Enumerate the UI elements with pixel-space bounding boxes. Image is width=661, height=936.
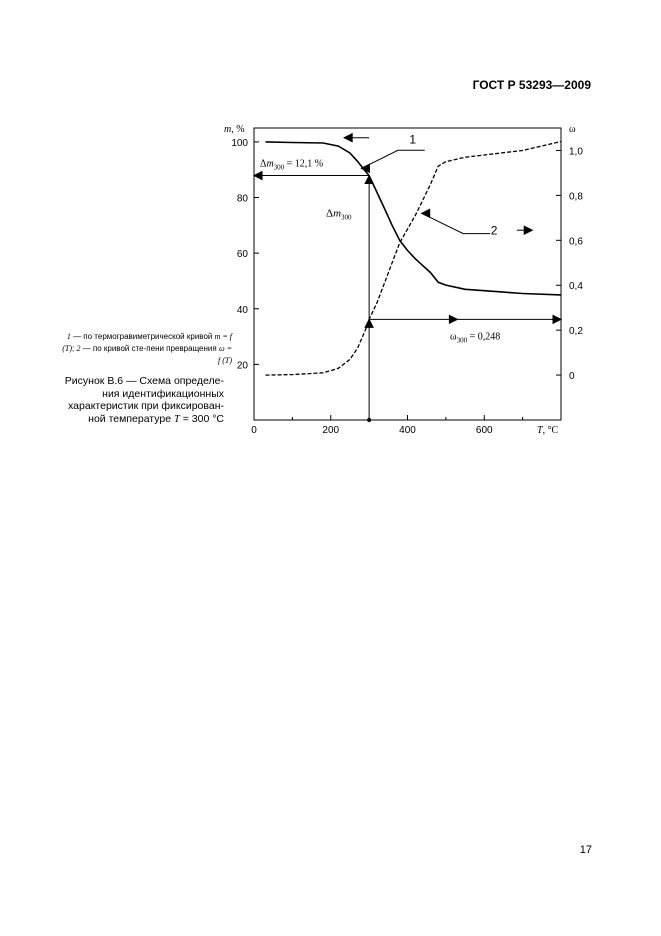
t300-base-dot (367, 418, 371, 422)
caption-text: Рисунок В.6 — Схема определе-ния идентификационных характеристик при фиксирован-ной температуре (64, 375, 224, 425)
omega300-value: $\omega_{300} = 0,248$ (450, 331, 501, 345)
label-2-leader-line (422, 213, 490, 233)
delta-m300-label: $\Delta m_{300}$ (326, 207, 352, 222)
y-right-tick-label: 0,4 (569, 281, 583, 293)
delta-m300-value: $\Delta m_{300} = 12,1$ % (260, 158, 324, 172)
y-right-tick-label: 0,6 (569, 236, 583, 248)
curve-2-label: 2 (490, 223, 498, 238)
label-1-arrowhead (344, 134, 352, 142)
legend-2-number: 2 (76, 344, 81, 353)
omega300-arrowhead (449, 315, 457, 323)
y-left-tick-label: 80 (236, 193, 248, 205)
label-2-arrowhead (524, 226, 532, 234)
vertical-arrowhead-mid (365, 319, 373, 327)
figure-caption (62, 375, 224, 426)
series-2-line (266, 142, 562, 376)
y-left-tick-label: 100 (231, 137, 248, 149)
x-tick-label: 0 (251, 425, 257, 436)
page-number: 17 (579, 844, 592, 856)
standard-header: ГОСТ Р 53293—2009 (472, 78, 591, 92)
legend-1-formula: m = f (T) (62, 332, 232, 353)
y-right-axis-label: ω (569, 124, 576, 135)
x-tick-label: 600 (475, 425, 493, 436)
legend-1-text: — по термогравиметрической кривой (70, 332, 215, 341)
caption-variable: T (173, 413, 180, 425)
y-left-axis-label: m, % (224, 124, 245, 135)
plot-frame (254, 128, 561, 420)
y-right-tick-label: 1,0 (569, 146, 583, 158)
x-axis-label: T, °C (537, 425, 559, 436)
y-left-tick-label: 60 (236, 249, 248, 261)
x-tick-label: 200 (322, 425, 340, 436)
vertical-arrowhead-top (365, 176, 373, 184)
caption-suffix: = 300 °C (179, 412, 224, 425)
legend-1-number: 1 (66, 332, 71, 341)
m300-arrowhead (254, 172, 262, 180)
legend-2-text: — по кривой сте-пени превращения (80, 344, 219, 353)
label-1-leader-line (361, 150, 424, 168)
legend-separator: ; (71, 344, 77, 353)
y-right-tick-label: 0,2 (569, 326, 583, 338)
y-left-tick-label: 40 (236, 304, 248, 316)
y-right-tick-label: 0 (569, 371, 575, 383)
curve-1-label: 1 (409, 132, 417, 147)
y-right-tick-label: 0,8 (569, 191, 583, 203)
omega300-end-arrowhead (553, 315, 561, 323)
figure-legend-note (62, 331, 232, 367)
legend-2-formula: ω = f (T) (218, 344, 232, 365)
x-tick-label: 400 (399, 425, 416, 436)
y-left-tick-label: 20 (236, 360, 248, 372)
label-2-leader-arrowhead (422, 209, 430, 217)
